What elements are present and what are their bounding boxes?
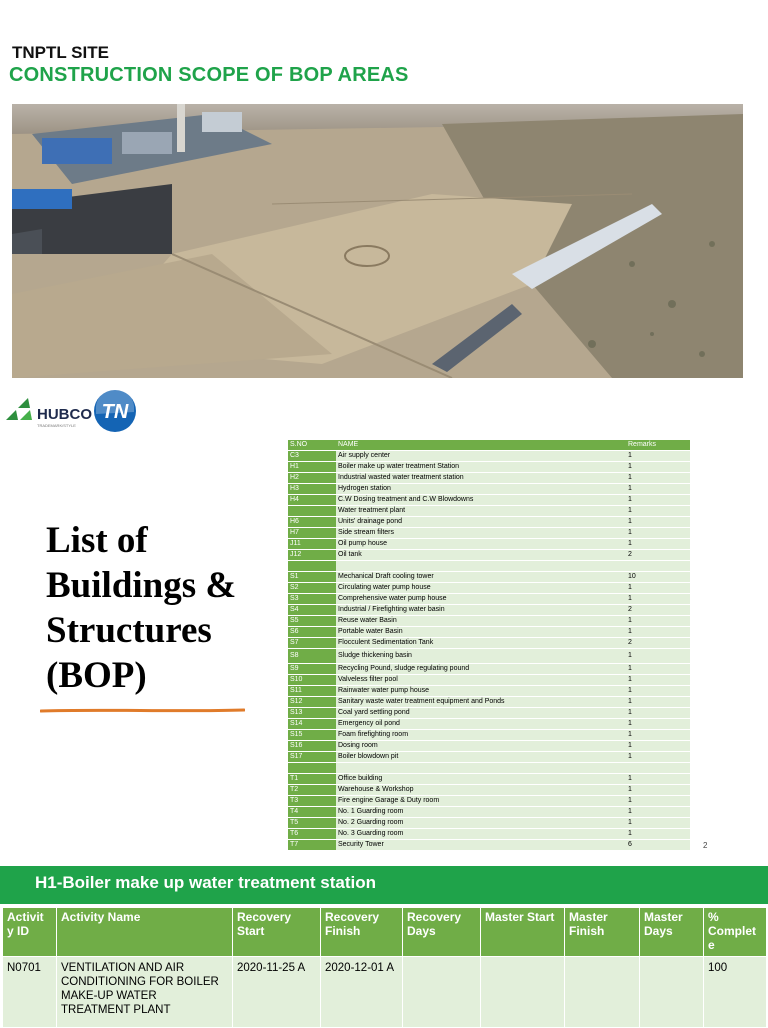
- table-row: [288, 752, 690, 763]
- row-remarks: 1: [626, 829, 690, 840]
- master-days: [640, 957, 704, 1028]
- row-remarks: 1: [626, 495, 690, 506]
- col-header-name: NAME: [336, 440, 626, 451]
- row-remarks: 1: [626, 594, 690, 605]
- row-name: Warehouse & Workshop: [336, 785, 626, 796]
- row-remarks: 1: [626, 675, 690, 686]
- row-remarks: 1: [626, 664, 690, 675]
- row-sno: S16: [288, 741, 336, 752]
- row-name: [336, 763, 626, 774]
- row-sno: J12: [288, 550, 336, 561]
- row-sno: T2: [288, 785, 336, 796]
- row-name: Industrial wasted water treatment station: [336, 473, 626, 484]
- table-row: [288, 708, 690, 719]
- row-remarks: 1: [626, 686, 690, 697]
- row-name: Portable water Basin: [336, 627, 626, 638]
- table-row: [3, 957, 767, 1028]
- table-row: [288, 697, 690, 708]
- table-row: [288, 627, 690, 638]
- row-name: Units' drainage pond: [336, 517, 626, 528]
- list-title: [46, 518, 286, 698]
- table-row: [288, 473, 690, 484]
- table-row: [288, 664, 690, 675]
- bop-buildings-table: [288, 440, 690, 851]
- row-sno: T7: [288, 840, 336, 851]
- row-sno: J11: [288, 539, 336, 550]
- row-name: Sanitary waste water treatment equipment and Ponds: [336, 697, 626, 708]
- row-name: Oil pump house: [336, 539, 626, 550]
- list-title-line-2: Buildings &: [46, 565, 237, 606]
- row-remarks: 10: [626, 572, 690, 583]
- row-name: Rainwater water pump house: [336, 686, 626, 697]
- table-row: [288, 649, 690, 664]
- row-remarks: 1: [626, 785, 690, 796]
- col-header-master-start: Master Start: [481, 908, 565, 957]
- col-header-percent-complete: % Complet e: [704, 908, 767, 957]
- row-sno: H6: [288, 517, 336, 528]
- table-row: [288, 528, 690, 539]
- row-sno: S17: [288, 752, 336, 763]
- row-name: Comprehensive water pump house: [336, 594, 626, 605]
- row-sno: S6: [288, 627, 336, 638]
- col-header-master-days: Master Days: [640, 908, 704, 957]
- row-name: Boiler blowdown pit: [336, 752, 626, 763]
- table-row: [288, 583, 690, 594]
- row-name: Side stream filters: [336, 528, 626, 539]
- table-row: [288, 605, 690, 616]
- hubco-wordmark: HUBCO: [37, 406, 92, 423]
- row-name: Boiler make up water treatment Station: [336, 462, 626, 473]
- row-name: Air supply center: [336, 451, 626, 462]
- row-sno: [288, 763, 336, 774]
- table-row: [288, 451, 690, 462]
- tn-logo: [92, 388, 138, 434]
- table-row: [288, 561, 690, 572]
- row-sno: T3: [288, 796, 336, 807]
- table-row: [288, 730, 690, 741]
- site-aerial-photo: [12, 104, 743, 378]
- row-sno: T4: [288, 807, 336, 818]
- row-remarks: 1: [626, 730, 690, 741]
- row-remarks: 1: [626, 796, 690, 807]
- activity-name: VENTILATION AND AIR CONDITIONING FOR BOILER MAKE-UP WATER TREATMENT PLANT: [57, 957, 233, 1028]
- col-header-master-finish: Master Finish: [565, 908, 640, 957]
- row-name: Foam firefighting room: [336, 730, 626, 741]
- table-row: [288, 686, 690, 697]
- table-row: [288, 484, 690, 495]
- row-name: Security Tower: [336, 840, 626, 851]
- table-row: [288, 807, 690, 818]
- list-title-line-3: Structures: [46, 610, 212, 651]
- table-row: [288, 550, 690, 561]
- col-header-recovery-days: Recovery Days: [403, 908, 481, 957]
- row-remarks: 2: [626, 605, 690, 616]
- table-row: [288, 539, 690, 550]
- row-remarks: 1: [626, 752, 690, 763]
- row-sno: S2: [288, 583, 336, 594]
- table-row: [288, 675, 690, 686]
- col-header-recovery-start: Recovery Start: [233, 908, 321, 957]
- row-sno: T1: [288, 774, 336, 785]
- table-row: [288, 840, 690, 851]
- activity-table-header: [3, 908, 767, 957]
- row-name: Sludge thickening basin: [336, 649, 626, 664]
- row-name: Oil tank: [336, 550, 626, 561]
- table-row: [288, 517, 690, 528]
- row-name: Office building: [336, 774, 626, 785]
- row-sno: S11: [288, 686, 336, 697]
- row-name: Reuse water Basin: [336, 616, 626, 627]
- title-underline: [40, 708, 245, 713]
- table-row: [288, 785, 690, 796]
- row-sno: S14: [288, 719, 336, 730]
- row-sno: [288, 506, 336, 517]
- row-name: Fire engine Garage & Duty room: [336, 796, 626, 807]
- page-number: 2: [703, 841, 708, 850]
- row-sno: T6: [288, 829, 336, 840]
- table-row: [288, 719, 690, 730]
- row-remarks: 1: [626, 616, 690, 627]
- table-row: [288, 741, 690, 752]
- hubco-tagline: TRADEMARK/STYLE: [37, 423, 76, 428]
- row-name: Emergency oil pond: [336, 719, 626, 730]
- row-name: Dosing room: [336, 741, 626, 752]
- row-sno: H7: [288, 528, 336, 539]
- row-sno: S7: [288, 638, 336, 649]
- recovery-days: [403, 957, 481, 1028]
- recovery-start: 2020-11-25 A: [233, 957, 321, 1028]
- table-row: [288, 495, 690, 506]
- row-name: Hydrogen station: [336, 484, 626, 495]
- row-name: Recycling Pound, sludge regulating pound: [336, 664, 626, 675]
- master-finish: [565, 957, 640, 1028]
- col-header-sno: S.NO: [288, 440, 336, 451]
- col-header-remarks: Remarks: [626, 440, 690, 451]
- table-row: [288, 818, 690, 829]
- table-row: [288, 616, 690, 627]
- row-remarks: 1: [626, 807, 690, 818]
- row-remarks: 2: [626, 638, 690, 649]
- row-name: Coal yard settling pond: [336, 708, 626, 719]
- row-sno: H2: [288, 473, 336, 484]
- col-header-recovery-finish: Recovery Finish: [321, 908, 403, 957]
- section-title: H1-Boiler make up water treatment station: [35, 873, 377, 892]
- row-remarks: 1: [626, 774, 690, 785]
- row-name: Circulating water pump house: [336, 583, 626, 594]
- list-title-line-1: List of: [46, 520, 148, 561]
- row-remarks: 1: [626, 517, 690, 528]
- row-sno: S8: [288, 649, 336, 664]
- row-sno: S5: [288, 616, 336, 627]
- activity-table: [2, 907, 767, 1028]
- row-name: Industrial / Firefighting water basin: [336, 605, 626, 616]
- row-sno: S3: [288, 594, 336, 605]
- row-sno: S10: [288, 675, 336, 686]
- row-sno: [288, 561, 336, 572]
- row-name: Valveless filter pool: [336, 675, 626, 686]
- row-remarks: [626, 763, 690, 774]
- table-row: [288, 763, 690, 774]
- row-remarks: 2: [626, 550, 690, 561]
- row-remarks: 1: [626, 627, 690, 638]
- row-remarks: 1: [626, 473, 690, 484]
- row-sno: H1: [288, 462, 336, 473]
- table-row: [288, 796, 690, 807]
- row-name: No. 3 Guarding room: [336, 829, 626, 840]
- row-name: No. 1 Guarding room: [336, 807, 626, 818]
- row-sno: S9: [288, 664, 336, 675]
- row-remarks: 1: [626, 484, 690, 495]
- row-remarks: 1: [626, 528, 690, 539]
- table-row: [288, 829, 690, 840]
- row-sno: S15: [288, 730, 336, 741]
- bop-table-body: [288, 451, 690, 851]
- row-remarks: 1: [626, 741, 690, 752]
- row-remarks: 1: [626, 583, 690, 594]
- table-row: [288, 506, 690, 517]
- row-name: Mechanical Draft cooling tower: [336, 572, 626, 583]
- table-row: [288, 572, 690, 583]
- col-header-activity-name: Activity Name: [57, 908, 233, 957]
- row-remarks: 1: [626, 649, 690, 664]
- row-remarks: 1: [626, 506, 690, 517]
- row-name: Water treatment plant: [336, 506, 626, 517]
- table-row: [288, 774, 690, 785]
- row-name: C.W Dosing treatment and C.W Blowdowns: [336, 495, 626, 506]
- row-remarks: 1: [626, 451, 690, 462]
- scope-title: CONSTRUCTION SCOPE OF BOP AREAS: [9, 64, 409, 86]
- row-sno: S13: [288, 708, 336, 719]
- row-sno: S1: [288, 572, 336, 583]
- row-sno: T5: [288, 818, 336, 829]
- row-name: [336, 561, 626, 572]
- percent-complete: 100: [704, 957, 767, 1028]
- row-sno: H3: [288, 484, 336, 495]
- row-remarks: 1: [626, 708, 690, 719]
- master-start: [481, 957, 565, 1028]
- site-title: TNPTL SITE: [12, 43, 109, 62]
- table-row: [288, 594, 690, 605]
- hubco-logo: [4, 390, 94, 430]
- tn-wordmark: TN: [101, 401, 129, 423]
- bop-table-header: [288, 440, 690, 451]
- list-title-line-4: (BOP): [46, 655, 147, 696]
- row-sno: C3: [288, 451, 336, 462]
- row-remarks: [626, 561, 690, 572]
- table-row: [288, 638, 690, 649]
- row-name: Flocculent Sedimentation Tank: [336, 638, 626, 649]
- row-name: No. 2 Guarding room: [336, 818, 626, 829]
- row-sno: S4: [288, 605, 336, 616]
- table-row: [288, 462, 690, 473]
- row-sno: H4: [288, 495, 336, 506]
- row-remarks: 1: [626, 697, 690, 708]
- row-remarks: 1: [626, 719, 690, 730]
- row-remarks: 6: [626, 840, 690, 851]
- recovery-finish: 2020-12-01 A: [321, 957, 403, 1028]
- row-remarks: 1: [626, 818, 690, 829]
- row-sno: S12: [288, 697, 336, 708]
- activity-id: N0701: [3, 957, 57, 1028]
- row-remarks: 1: [626, 462, 690, 473]
- row-remarks: 1: [626, 539, 690, 550]
- col-header-activity-id: Activit y ID: [3, 908, 57, 957]
